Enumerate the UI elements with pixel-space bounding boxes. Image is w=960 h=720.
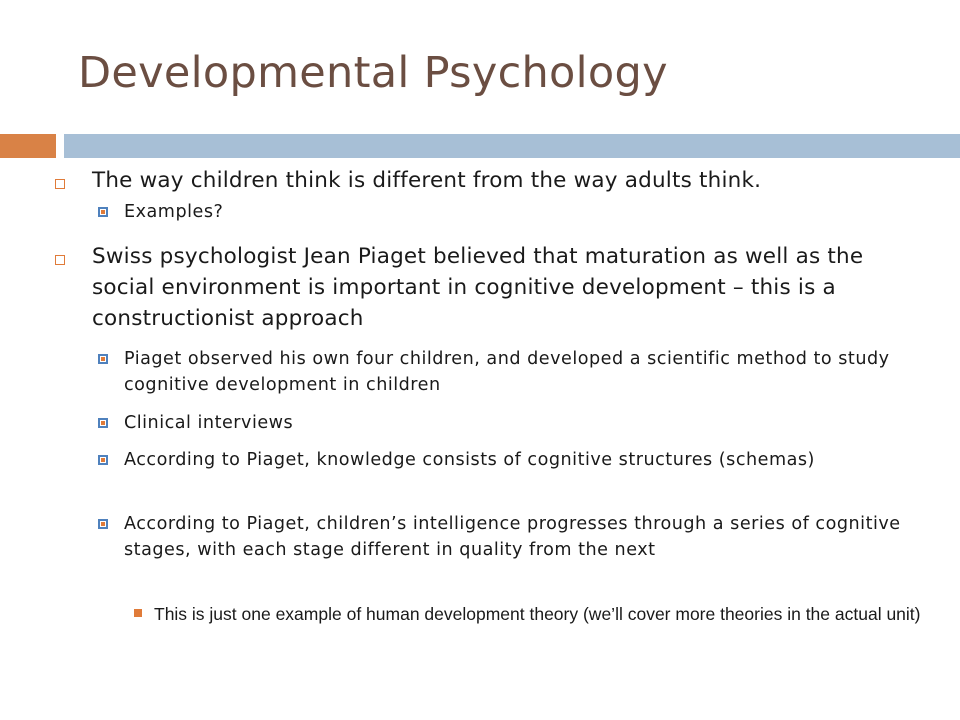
bullet-knowledge-schemas: According to Piaget, knowledge consists of cognitive structures (schemas) xyxy=(124,450,815,470)
bullet-theory-example: This is just one example of human development theory (we’ll cover more theories in the actual unit) xyxy=(154,604,921,624)
hollow-square-icon xyxy=(55,179,65,189)
nested-square-icon xyxy=(98,519,108,529)
nested-square-icon xyxy=(98,455,108,465)
bullet-clinical-interviews: Clinical interviews xyxy=(124,413,294,433)
solid-square-icon xyxy=(134,609,142,617)
hollow-square-icon xyxy=(55,255,65,265)
bullet-piaget-observed: Piaget observed his own four children, and developed a scientific method to study cognitive development in children xyxy=(124,349,890,395)
bullet-piaget-belief: Swiss psychologist Jean Piaget believed that maturation as well as the social environment is important in cognitive development – this is a constructionist approach xyxy=(92,244,864,331)
bullet-examples: Examples? xyxy=(124,202,224,222)
nested-square-icon xyxy=(98,207,108,217)
slide-title: Developmental Psychology xyxy=(78,48,668,98)
nested-square-icon xyxy=(98,354,108,364)
nested-square-icon xyxy=(98,418,108,428)
bullet-children-think: The way children think is different from the way adults think. xyxy=(92,168,762,193)
bullet-cognitive-stages: According to Piaget, children’s intelligence progresses through a series of cognitive stages, with each stage different in quality from the next xyxy=(124,514,901,560)
